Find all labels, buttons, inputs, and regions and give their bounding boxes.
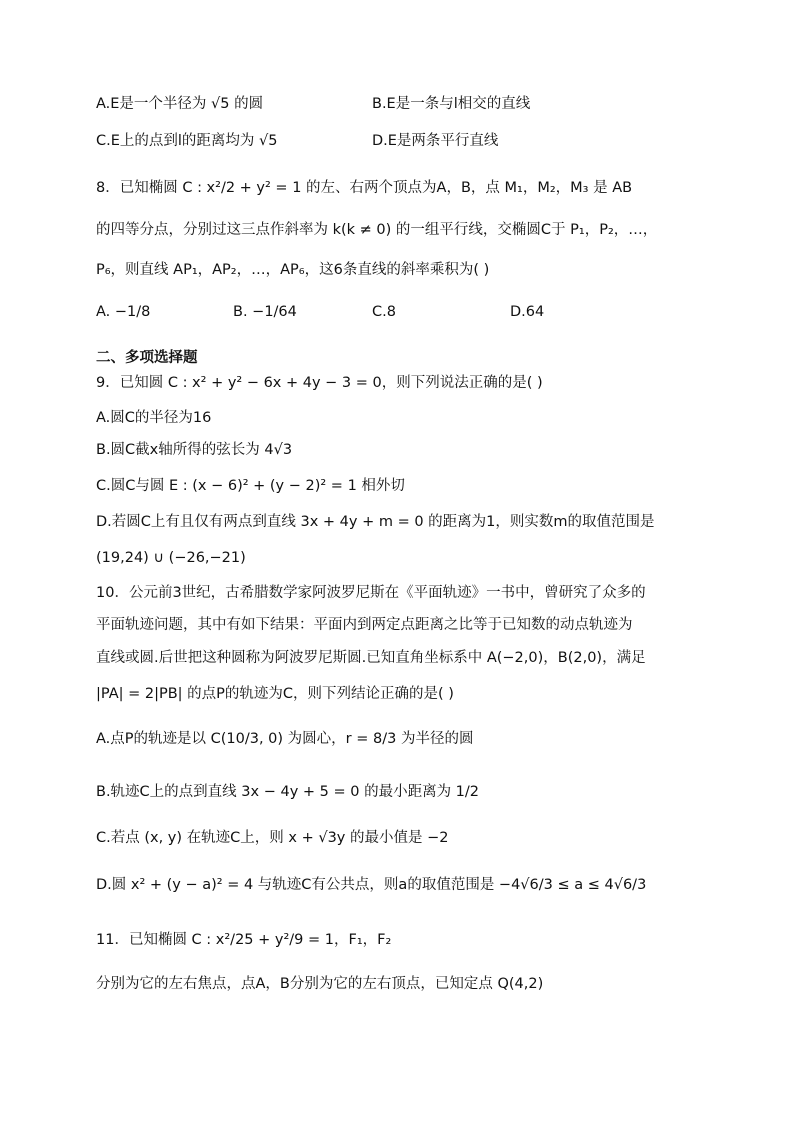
q11-stem-line2: 分别为它的左右焦点，点A，B分别为它的左右顶点，已知定点 Q(4,2) <box>96 976 544 992</box>
q8-stem-line2: 的四等分点，分别过这三点作斜率为 k(k ≠ 0) 的一组平行线，交椭圆C于 P₁，P₂，…， <box>96 222 658 238</box>
q7-option-c: C.E上的点到l的距离均为 √5 <box>96 133 278 149</box>
q10-stem-line1: 10．公元前3世纪，古希腊数学家阿波罗尼斯在《平面轨迹》一书中，曾研究了众多的 <box>96 585 646 601</box>
q8-stem-line3: P₆，则直线 AP₁，AP₂，…，AP₆，这6条直线的斜率乘积为( ) <box>96 262 490 278</box>
q9-option-a: A.圆C的半径为16 <box>96 410 212 426</box>
q10-stem-line3: 直线或圆.后世把这种圆称为阿波罗尼斯圆.已知直角坐标系中 A(−2,0)，B(2,0)，满足 <box>96 650 646 666</box>
q10-option-d: D.圆 x² + (y − a)² = 4 与轨迹C有公共点，则a的取值范围是 −4√6/3 ≤ a ≤ 4√6/3 <box>96 877 647 893</box>
q8-option-c: C.8 <box>372 304 396 320</box>
q9-stem: 9．已知圆 C : x² + y² − 6x + 4y − 3 = 0，则下列说法正确的是( ) <box>96 375 543 391</box>
q11-stem-line1: 11．已知椭圆 C : x²/25 + y²/9 = 1，F₁，F₂ <box>96 932 392 948</box>
q10-stem-line4: |PA| = 2|PB| 的点P的轨迹为C，则下列结论正确的是( ) <box>96 686 454 702</box>
q7-option-d: D.E是两条平行直线 <box>372 133 499 149</box>
q10-stem-line2: 平面轨迹问题，其中有如下结果：平面内到两定点距离之比等于已知数的动点轨迹为 <box>96 617 633 633</box>
q9-option-c: C.圆C与圆 E : (x − 6)² + (y − 2)² = 1 相外切 <box>96 478 405 494</box>
q10-option-c: C.若点 (x, y) 在轨迹C上，则 x + √3y 的最小值是 −2 <box>96 830 449 846</box>
q7-option-b: B.E是一条与l相交的直线 <box>372 96 531 112</box>
q8-option-a: A. −1/8 <box>96 304 151 320</box>
q9-option-d: D.若圆C上有且仅有两点到直线 3x + 4y + m = 0 的距离为1，则实数m的取值范围是 <box>96 514 655 530</box>
q8-stem-line1: 8．已知椭圆 C : x²/2 + y² = 1 的左、右两个顶点为A，B，点 M₁，M₂，M₃ 是 AB <box>96 180 633 196</box>
q7-option-a: A.E是一个半径为 √5 的圆 <box>96 96 264 112</box>
q8-option-b: B. −1/64 <box>233 304 297 320</box>
q9-option-b: B.圆C截x轴所得的弦长为 4√3 <box>96 442 293 458</box>
q10-option-a: A.点P的轨迹是以 C(10/3, 0) 为圆心，r = 8/3 为半径的圆 <box>96 731 474 747</box>
section-title: 二、多项选择题 <box>96 350 198 366</box>
q9-option-d-range: (19,24) ∪ (−26,−21) <box>96 550 246 566</box>
q8-option-d: D.64 <box>510 304 545 320</box>
q10-option-b: B.轨迹C上的点到直线 3x − 4y + 5 = 0 的最小距离为 1/2 <box>96 784 480 800</box>
